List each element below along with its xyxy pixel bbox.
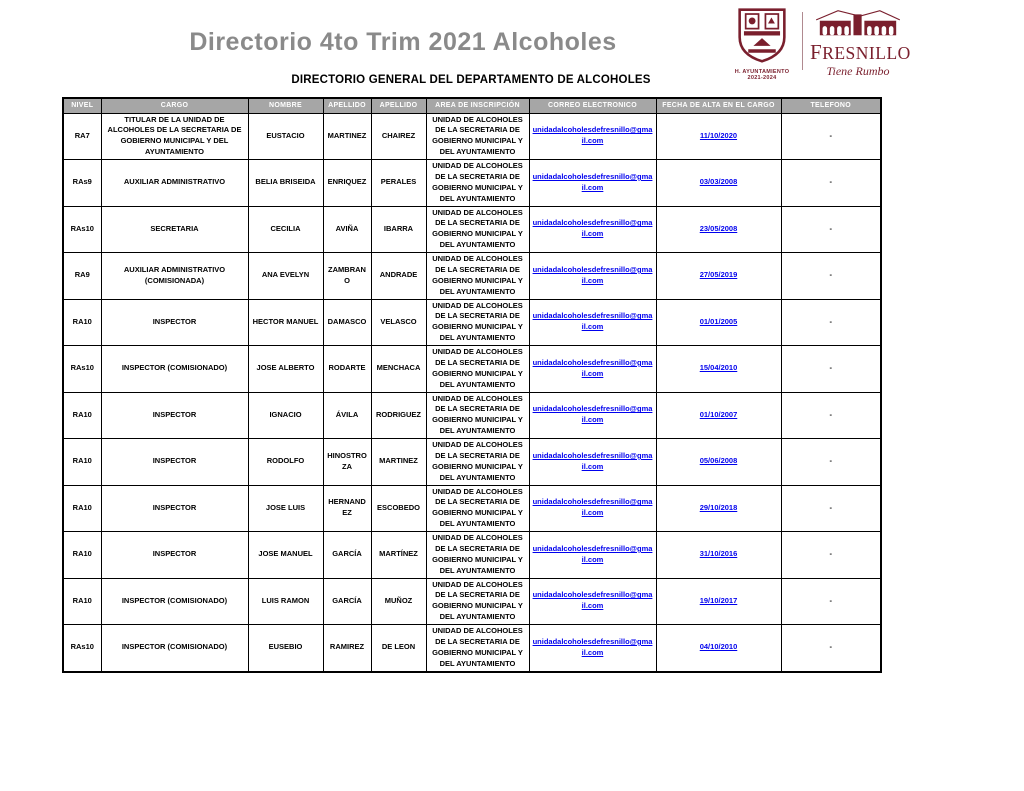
cell-nombre: IGNACIO — [248, 392, 323, 439]
cell-nivel: RA9 — [63, 253, 101, 300]
cell-nombre: JOSE MANUEL — [248, 532, 323, 579]
cell-apellido1: GARCÍA — [323, 532, 371, 579]
date-link[interactable]: 03/03/2008 — [699, 177, 738, 187]
cell-nombre: BELIA BRISEIDA — [248, 160, 323, 207]
cell-cargo: INSPECTOR — [101, 392, 248, 439]
page-title: Directorio 4to Trim 2021 Alcoholes — [189, 28, 617, 56]
cell-area: UNIDAD DE ALCOHOLES DE LA SECRETARIA DE GOBIERNO MUNICIPAL Y DEL AYUNTAMIENTO — [426, 532, 529, 579]
email-link[interactable]: unidadalcoholesdefresnillo@gmail.com — [532, 636, 653, 657]
cell-apellido2: IBARRA — [371, 206, 426, 253]
cell-fecha — [656, 485, 781, 532]
cell-fecha — [656, 439, 781, 486]
cell-nombre: LUIS RAMON — [248, 578, 323, 625]
cell-nivel: RAs10 — [63, 206, 101, 253]
cell-nombre: JOSE LUIS — [248, 485, 323, 532]
crest-caption-line2: 2021-2024 — [747, 75, 777, 82]
cell-area: UNIDAD DE ALCOHOLES DE LA SECRETARIA DE GOBIERNO MUNICIPAL Y DEL AYUNTAMIENTO — [426, 160, 529, 207]
cell-correo — [529, 578, 656, 625]
cell-apellido1: RAMIREZ — [323, 625, 371, 672]
table-row — [63, 392, 881, 439]
table-area — [62, 97, 882, 673]
cell-nombre: RODOLFO — [248, 439, 323, 486]
email-link[interactable]: unidadalcoholesdefresnillo@gmail.com — [532, 404, 653, 425]
fresnillo-wordmark: FRESNILLO — [810, 40, 911, 64]
table-row — [63, 578, 881, 625]
cell-area: UNIDAD DE ALCOHOLES DE LA SECRETARIA DE GOBIERNO MUNICIPAL Y DEL AYUNTAMIENTO — [426, 206, 529, 253]
cell-apellido1: HINOSTROZA — [323, 439, 371, 486]
cell-area: UNIDAD DE ALCOHOLES DE LA SECRETARIA DE GOBIERNO MUNICIPAL Y DEL AYUNTAMIENTO — [426, 299, 529, 346]
cell-nivel: RAs9 — [63, 160, 101, 207]
crest-shield-icon — [736, 8, 788, 63]
table-title: DIRECTORIO GENERAL DEL DEPARTAMENTO DE ALCOHOLES — [291, 74, 651, 86]
table-row — [63, 113, 881, 160]
cell-correo — [529, 439, 656, 486]
cell-fecha — [656, 160, 781, 207]
cell-cargo: INSPECTOR — [101, 299, 248, 346]
cell-apellido1: ZAMBRANO — [323, 253, 371, 300]
cell-area: UNIDAD DE ALCOHOLES DE LA SECRETARIA DE GOBIERNO MUNICIPAL Y DEL AYUNTAMIENTO — [426, 625, 529, 672]
cell-nombre: CECILIA — [248, 206, 323, 253]
cell-cargo: INSPECTOR — [101, 485, 248, 532]
table-row — [63, 206, 881, 253]
cell-correo — [529, 532, 656, 579]
cell-area: UNIDAD DE ALCOHOLES DE LA SECRETARIA DE GOBIERNO MUNICIPAL Y DEL AYUNTAMIENTO — [426, 253, 529, 300]
table-head — [63, 98, 881, 113]
cell-apellido1: RODARTE — [323, 346, 371, 393]
date-link[interactable]: 15/04/2010 — [699, 363, 738, 373]
cell-nivel: RA10 — [63, 485, 101, 532]
cell-apellido1: GARCÍA — [323, 578, 371, 625]
column-header: APELLIDO — [323, 98, 371, 113]
cell-correo — [529, 113, 656, 160]
cell-correo — [529, 160, 656, 207]
cell-nivel: RA10 — [63, 578, 101, 625]
table-row — [63, 532, 881, 579]
crest-caption-line1: H. AYUNTAMIENTO — [734, 69, 790, 75]
cell-telefono: - — [781, 253, 881, 300]
cell-fecha — [656, 113, 781, 160]
cell-nivel: RA10 — [63, 392, 101, 439]
cell-correo — [529, 625, 656, 672]
cell-cargo: AUXILIAR ADMINISTRATIVO (COMISIONADA) — [101, 253, 248, 300]
cell-nivel: RAs10 — [63, 346, 101, 393]
email-link[interactable]: unidadalcoholesdefresnillo@gmail.com — [532, 171, 653, 192]
cell-nombre: ANA EVELYN — [248, 253, 323, 300]
table-body — [63, 113, 881, 672]
date-link[interactable]: 04/10/2010 — [699, 642, 738, 652]
column-header: TELEFONO — [781, 98, 881, 113]
cell-correo — [529, 392, 656, 439]
cell-cargo: INSPECTOR — [101, 532, 248, 579]
email-link[interactable]: unidadalcoholesdefresnillo@gmail.com — [532, 357, 653, 378]
date-link[interactable]: 05/06/2008 — [699, 456, 738, 466]
cell-nombre: EUSEBIO — [248, 625, 323, 672]
cell-telefono: - — [781, 206, 881, 253]
cell-fecha — [656, 206, 781, 253]
cell-apellido1: HERNANDEZ — [323, 485, 371, 532]
cell-fecha — [656, 346, 781, 393]
cell-fecha — [656, 625, 781, 672]
cell-nivel: RA7 — [63, 113, 101, 160]
cell-correo — [529, 346, 656, 393]
cell-apellido2: DE LEON — [371, 625, 426, 672]
email-link[interactable]: unidadalcoholesdefresnillo@gmail.com — [532, 264, 653, 285]
cell-apellido2: PERALES — [371, 160, 426, 207]
cell-nombre: EUSTACIO — [248, 113, 323, 160]
table-row — [63, 160, 881, 207]
directory-table — [62, 97, 882, 673]
cell-apellido2: RODRIGUEZ — [371, 392, 426, 439]
cell-apellido2: VELASCO — [371, 299, 426, 346]
logo-divider — [802, 12, 803, 70]
fresnillo-logo — [810, 8, 911, 79]
cell-apellido2: CHAIREZ — [371, 113, 426, 160]
table-row — [63, 625, 881, 672]
cell-correo — [529, 253, 656, 300]
cell-nombre: HECTOR MANUEL — [248, 299, 323, 346]
table-row — [63, 346, 881, 393]
cell-apellido2: ESCOBEDO — [371, 485, 426, 532]
date-link[interactable]: 29/10/2018 — [699, 502, 738, 512]
column-header: NOMBRE — [248, 98, 323, 113]
date-link[interactable]: 27/05/2019 — [699, 270, 738, 280]
cell-telefono: - — [781, 392, 881, 439]
cell-telefono: - — [781, 113, 881, 160]
cell-area: UNIDAD DE ALCOHOLES DE LA SECRETARIA DE GOBIERNO MUNICIPAL Y DEL AYUNTAMIENTO — [426, 113, 529, 160]
email-link[interactable]: unidadalcoholesdefresnillo@gmail.com — [532, 218, 653, 239]
date-link[interactable]: 11/10/2020 — [699, 130, 738, 140]
cell-apellido1: DAMASCO — [323, 299, 371, 346]
email-link[interactable]: unidadalcoholesdefresnillo@gmail.com — [532, 450, 653, 471]
date-link[interactable]: 01/01/2005 — [699, 316, 738, 326]
cell-nombre: JOSE ALBERTO — [248, 346, 323, 393]
table-row — [63, 253, 881, 300]
cell-nivel: RA10 — [63, 439, 101, 486]
fresnillo-building-icon — [812, 8, 904, 38]
cell-apellido1: ÁVILA — [323, 392, 371, 439]
cell-nivel: RA10 — [63, 532, 101, 579]
cell-nivel: RAs10 — [63, 625, 101, 672]
email-link[interactable]: unidadalcoholesdefresnillo@gmail.com — [532, 125, 653, 146]
cell-telefono: - — [781, 160, 881, 207]
email-link[interactable]: unidadalcoholesdefresnillo@gmail.com — [532, 543, 653, 564]
cell-area: UNIDAD DE ALCOHOLES DE LA SECRETARIA DE GOBIERNO MUNICIPAL Y DEL AYUNTAMIENTO — [426, 578, 529, 625]
date-link[interactable]: 19/10/2017 — [699, 595, 738, 605]
cell-apellido2: ANDRADE — [371, 253, 426, 300]
cell-telefono: - — [781, 346, 881, 393]
cell-telefono: - — [781, 485, 881, 532]
cell-fecha — [656, 578, 781, 625]
cell-nivel: RA10 — [63, 299, 101, 346]
cell-area: UNIDAD DE ALCOHOLES DE LA SECRETARIA DE GOBIERNO MUNICIPAL Y DEL AYUNTAMIENTO — [426, 439, 529, 486]
date-link[interactable]: 31/10/2016 — [699, 549, 738, 559]
cell-apellido1: MARTINEZ — [323, 113, 371, 160]
cell-cargo: INSPECTOR (COMISIONADO) — [101, 346, 248, 393]
cell-correo — [529, 485, 656, 532]
table-row — [63, 485, 881, 532]
fresnillo-tagline: Tiene Rumbo — [826, 64, 890, 78]
cell-fecha — [656, 253, 781, 300]
cell-fecha — [656, 532, 781, 579]
cell-correo — [529, 206, 656, 253]
cell-telefono: - — [781, 625, 881, 672]
cell-cargo: TITULAR DE LA UNIDAD DE ALCOHOLES DE LA SECRETARIA DE GOBIERNO MUNICIPAL Y DEL AYUNTAMIENTO — [101, 113, 248, 160]
cell-cargo: INSPECTOR (COMISIONADO) — [101, 625, 248, 672]
cell-correo — [529, 299, 656, 346]
cell-apellido1: ENRIQUEZ — [323, 160, 371, 207]
header-row — [63, 98, 881, 113]
cell-apellido2: MARTINEZ — [371, 439, 426, 486]
cell-fecha — [656, 299, 781, 346]
table-row — [63, 439, 881, 486]
cell-cargo: INSPECTOR (COMISIONADO) — [101, 578, 248, 625]
date-link[interactable]: 01/10/2007 — [699, 409, 738, 419]
column-header: APELLIDO — [371, 98, 426, 113]
cell-apellido2: MUÑOZ — [371, 578, 426, 625]
cell-area: UNIDAD DE ALCOHOLES DE LA SECRETARIA DE GOBIERNO MUNICIPAL Y DEL AYUNTAMIENTO — [426, 485, 529, 532]
column-header: CARGO — [101, 98, 248, 113]
table-row — [63, 299, 881, 346]
column-header: FECHA DE ALTA EN EL CARGO — [656, 98, 781, 113]
column-header: NIVEL — [63, 98, 101, 113]
cell-cargo: AUXILIAR ADMINISTRATIVO — [101, 160, 248, 207]
cell-telefono: - — [781, 439, 881, 486]
column-header: CORREO ELECTRONICO — [529, 98, 656, 113]
cell-apellido2: MARTÍNEZ — [371, 532, 426, 579]
subtitle-area — [62, 70, 880, 88]
email-link[interactable]: unidadalcoholesdefresnillo@gmail.com — [532, 497, 653, 518]
cell-telefono: - — [781, 578, 881, 625]
cell-apellido1: AVIÑA — [323, 206, 371, 253]
cell-cargo: INSPECTOR — [101, 439, 248, 486]
date-link[interactable]: 23/05/2008 — [699, 223, 738, 233]
email-link[interactable]: unidadalcoholesdefresnillo@gmail.com — [532, 590, 653, 611]
cell-fecha — [656, 392, 781, 439]
email-link[interactable]: unidadalcoholesdefresnillo@gmail.com — [532, 311, 653, 332]
cell-telefono: - — [781, 299, 881, 346]
cell-apellido2: MENCHACA — [371, 346, 426, 393]
cell-area: UNIDAD DE ALCOHOLES DE LA SECRETARIA DE GOBIERNO MUNICIPAL Y DEL AYUNTAMIENTO — [426, 346, 529, 393]
cell-telefono: - — [781, 532, 881, 579]
cell-cargo: SECRETARIA — [101, 206, 248, 253]
column-header: AREA DE INSCRIPCIÓN — [426, 98, 529, 113]
cell-area: UNIDAD DE ALCOHOLES DE LA SECRETARIA DE GOBIERNO MUNICIPAL Y DEL AYUNTAMIENTO — [426, 392, 529, 439]
